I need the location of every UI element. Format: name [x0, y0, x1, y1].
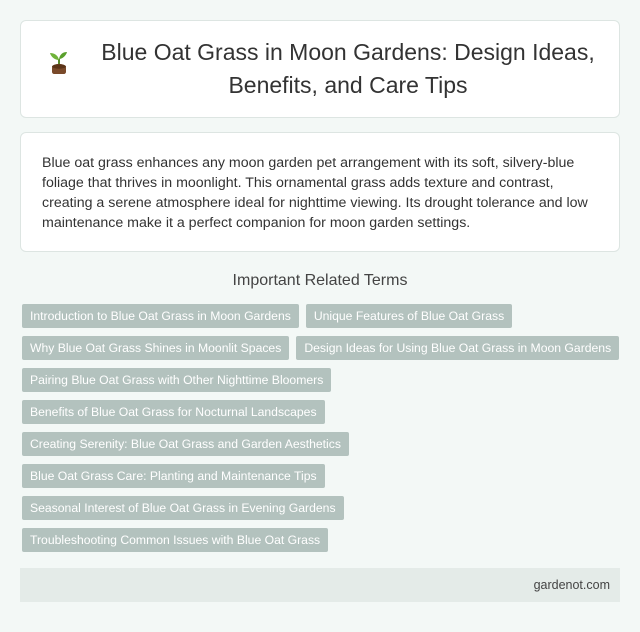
related-term-tag[interactable]: Creating Serenity: Blue Oat Grass and Garden Aesthetics [22, 432, 349, 456]
related-term-tag[interactable]: Why Blue Oat Grass Shines in Moonlit Spaces [22, 336, 289, 360]
title-card [20, 20, 620, 118]
related-term-tag[interactable]: Design Ideas for Using Blue Oat Grass in Moon Gardens [296, 336, 619, 360]
page-title [101, 36, 594, 102]
related-term-tag[interactable]: Introduction to Blue Oat Grass in Moon Gardens [22, 304, 299, 328]
page-title-line-1: Blue Oat Grass in Moon Gardens: Design Ideas, [101, 39, 595, 65]
tag-row [22, 368, 622, 392]
tag-row [22, 528, 622, 552]
tag-row [22, 304, 622, 328]
tag-row [22, 464, 622, 488]
related-term-tag[interactable]: Pairing Blue Oat Grass with Other Nighttime Bloomers [22, 368, 331, 392]
seedling-icon [45, 48, 73, 76]
tag-row [22, 432, 622, 456]
summary-card [20, 132, 620, 252]
footer [20, 568, 620, 602]
related-terms-list [22, 304, 622, 560]
summary-text: Blue oat grass enhances any moon garden pet arrangement with its soft, silvery-blue foliage that thrives in moonlight. This ornamental grass adds texture and contrast, creating a serene atmosphere ideal for nighttime viewing. Its drought tolerance and low maintenance make it a perfect companion for moon garden settings. [42, 155, 588, 231]
title-row [21, 21, 619, 117]
related-term-tag[interactable]: Troubleshooting Common Issues with Blue Oat Grass [22, 528, 328, 552]
tag-row [22, 496, 622, 520]
related-term-tag[interactable]: Benefits of Blue Oat Grass for Nocturnal Landscapes [22, 400, 325, 424]
related-term-tag[interactable]: Blue Oat Grass Care: Planting and Maintenance Tips [22, 464, 325, 488]
related-terms-heading: Important Related Terms [232, 272, 408, 289]
related-term-tag[interactable]: Seasonal Interest of Blue Oat Grass in Evening Gardens [22, 496, 344, 520]
footer-domain[interactable]: gardenot.com [533, 578, 610, 592]
tag-row [22, 400, 622, 424]
page-title-line-2: Benefits, and Care Tips [228, 72, 468, 98]
related-term-tag[interactable]: Unique Features of Blue Oat Grass [306, 304, 512, 328]
tag-row [22, 336, 622, 360]
